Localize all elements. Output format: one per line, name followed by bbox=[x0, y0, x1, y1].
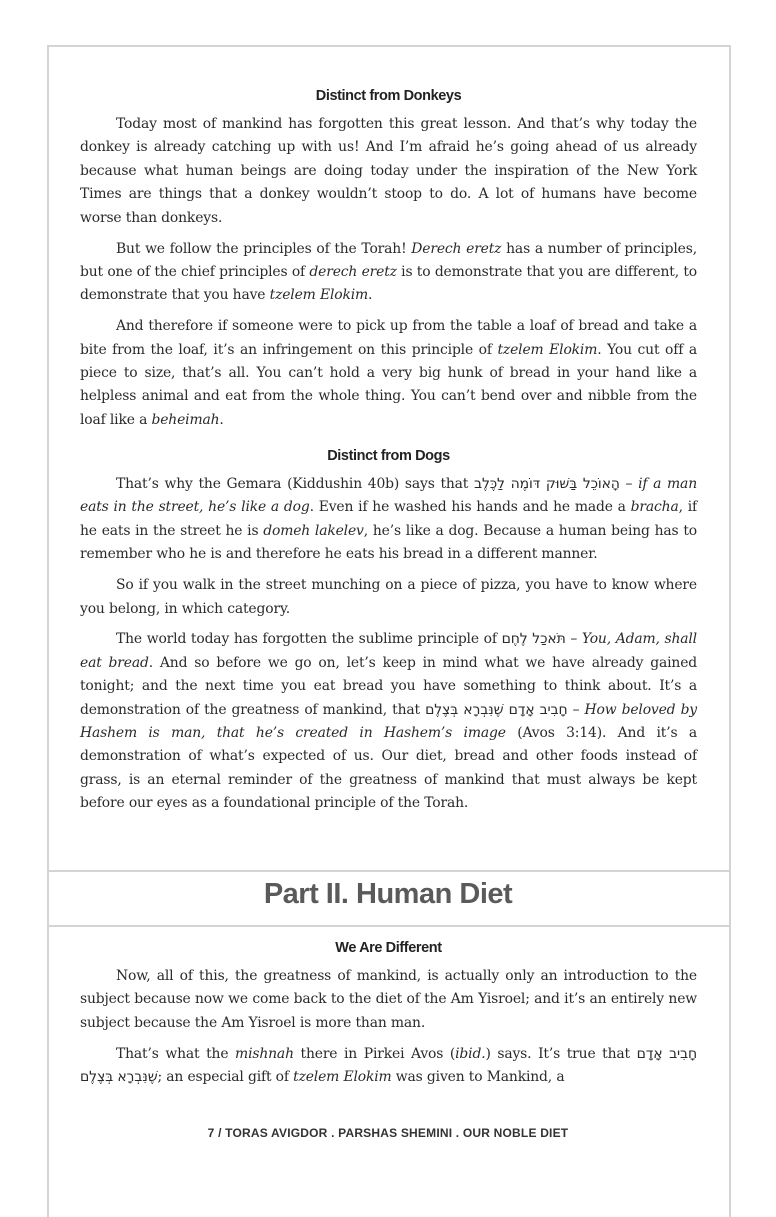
italic-text: derech eretz bbox=[309, 263, 397, 280]
section-distinct-from-donkeys bbox=[80, 85, 697, 440]
part-title: Part II. Human Diet bbox=[263, 878, 513, 910]
text: But we follow the principles of the Torah! bbox=[116, 240, 412, 257]
italic-text: You, Adam, shall eat bread bbox=[80, 631, 697, 671]
section-heading: We Are Different bbox=[335, 940, 442, 956]
paragraph bbox=[80, 238, 697, 308]
text: So if you walk in the street munching on a piece of pizza, you have to know where you belong, in which category. bbox=[80, 577, 697, 617]
italic-text: ibid. bbox=[455, 1045, 486, 1062]
text: was given to Mankind, a bbox=[391, 1069, 565, 1086]
text: The world today has forgotten the sublime principle of bbox=[116, 631, 502, 648]
text: is to demonstrate that you are different, to demonstrate that you have bbox=[80, 263, 697, 304]
hebrew-text: חָבִיב אָדָם שֶׁנִּבְרָא בְּצֶלֶם bbox=[425, 701, 568, 718]
text: . bbox=[368, 287, 373, 304]
text: – bbox=[565, 631, 582, 648]
italic-text: Derech eretz bbox=[411, 240, 502, 257]
text: , he’s like a dog. Because a human being has to remember who he is and therefore he eats his bread in a different manner. bbox=[80, 522, 697, 563]
italic-text: tzelem Elokim bbox=[269, 287, 369, 304]
section-heading: Distinct from Dogs bbox=[327, 448, 450, 464]
text: (Avos 3:14). And it’s a demonstration of what’s expected of us. Our diet, bread and other foods instead of grass, is an eternal reminder of the greatness of mankind that must always be kept before our eyes as a foundational principle of the Torah. bbox=[80, 725, 697, 812]
text: . And so before we go on, let’s keep in mind what we have already gained tonight; and the next time you eat bread you have something to think about. It’s a demonstration of the greatness of mankind, that bbox=[80, 654, 698, 718]
paragraph bbox=[80, 473, 697, 567]
text: – bbox=[567, 701, 585, 718]
hebrew-text: חָבִיב אָדָם שֶׁנִּבְרָא בְּצֶלֶם bbox=[80, 1045, 697, 1086]
text: Now, all of this, the greatness of mankind, is actually only an introduction to the subject because now we come back to the diet of the Am Yisroel; and it’s an entirely new subject because the Am Yisroel is more than man. bbox=[80, 968, 697, 1031]
text: ; an especial gift of bbox=[157, 1069, 294, 1086]
text: has a number of principles, but one of the chief principles of bbox=[80, 240, 697, 280]
text: . You cut off a piece to size, that’s all. You can’t hold a very big hunk of bread in your hand like a helpless animal and eat from the whole thing. You can’t bend over and nibble from the loaf like a bbox=[80, 341, 697, 428]
divider bbox=[47, 870, 729, 872]
paragraph bbox=[80, 965, 697, 1035]
text: , if he eats in the street he is bbox=[80, 499, 697, 539]
text: – bbox=[619, 476, 639, 492]
section-distinct-from-dogs bbox=[80, 445, 697, 823]
italic-text: domeh lakelev bbox=[263, 522, 364, 539]
text: And therefore if someone were to pick up from the table a loaf of bread and take a bite from the loaf, it’s an infringement on this principle of bbox=[80, 318, 697, 358]
text: ) says. It’s true that bbox=[485, 1045, 637, 1062]
paragraph bbox=[80, 628, 697, 815]
italic-text: tzelem Elokim bbox=[497, 341, 598, 358]
divider bbox=[47, 925, 729, 927]
text: That’s why the Gemara (Kiddushin 40b) says that bbox=[116, 476, 474, 492]
text: there in Pirkei Avos ( bbox=[293, 1045, 456, 1062]
hebrew-text: הָאוֹכֵל בַּשּׁוּק דּוֹמֶה לַכֶּלֶב bbox=[474, 476, 620, 492]
italic-text: mishnah bbox=[235, 1045, 294, 1062]
page-footer: 7 / TORAS AVIGDOR . PARSHAS SHEMINI . OUR NOBLE DIET bbox=[207, 1126, 569, 1140]
paragraph bbox=[80, 315, 697, 432]
text: . Even if he washed his hands and he made a bbox=[309, 499, 631, 516]
text: That’s what the bbox=[116, 1045, 236, 1062]
paragraph bbox=[80, 574, 697, 621]
paragraph bbox=[80, 113, 697, 230]
italic-text: bracha bbox=[630, 499, 679, 516]
section-we-are-different bbox=[80, 937, 697, 1097]
italic-text: beheimah bbox=[151, 411, 220, 428]
italic-text: if a man eats in the street, he’s like a dog bbox=[80, 476, 697, 516]
section-heading: Distinct from Donkeys bbox=[315, 88, 462, 104]
hebrew-text: תֹּאכַל לֶחֶם bbox=[501, 631, 566, 648]
text: Today most of mankind has forgotten this great lesson. And that’s why today the donkey is already catching up with us! And I’m afraid he’s going ahead of us already because what human beings are doing today under the inspiration of the New York Times are things that a donkey wouldn’t stoop to do. A lot of humans have become worse than donkeys. bbox=[80, 116, 697, 226]
italic-text: tzelem Elokim bbox=[293, 1069, 392, 1086]
italic-text: How beloved by Hashem is man, that he’s created in Hashem’s image bbox=[80, 701, 698, 742]
paragraph bbox=[80, 1043, 697, 1090]
text: . bbox=[219, 411, 224, 428]
